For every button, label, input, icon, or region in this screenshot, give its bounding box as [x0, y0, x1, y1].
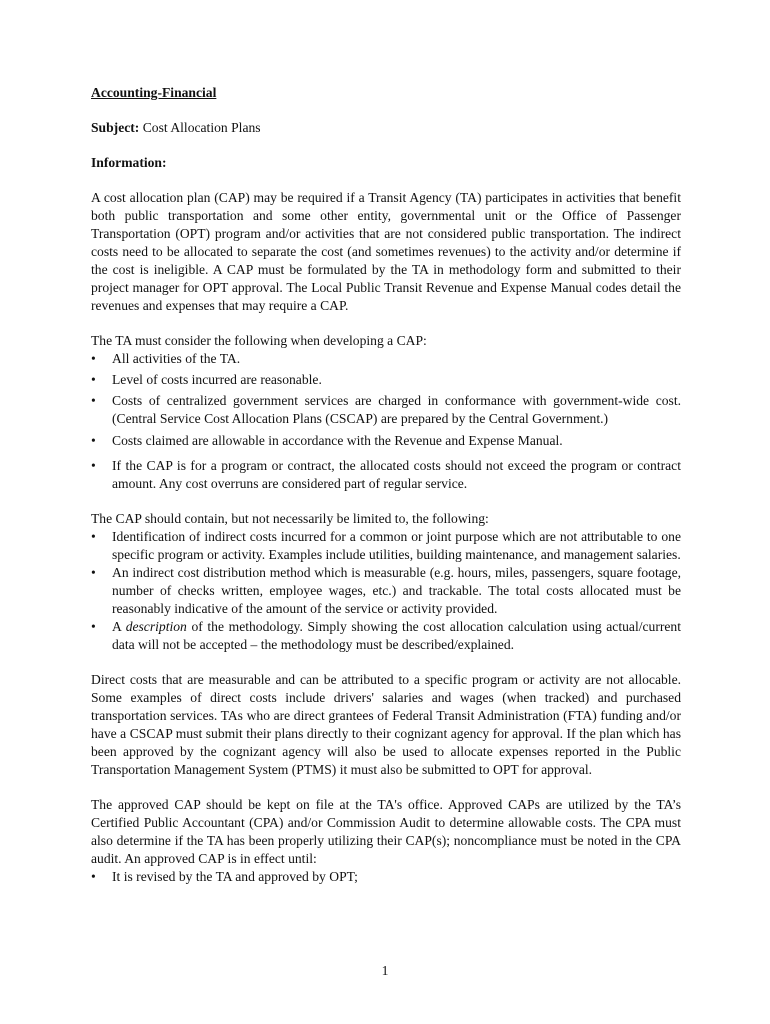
subject-value: Cost Allocation Plans	[139, 120, 261, 135]
list-item: • Level of costs incurred are reasonable.	[91, 372, 322, 387]
bullet-icon: •	[91, 619, 96, 634]
consider-list	[91, 350, 681, 493]
direct-costs-paragraph: Direct costs that are measurable and can be attributed to a specific program or activity are not allocable. Some examples of direct costs include drivers' salaries and wages (when tracked) and purchased transportation services. TAs who are direct grantees of Federal Transit Administration (FTA) funding and/or have a CSCAP must submit their plans directly to their cognizant agency for approval. If the plan which has been approved by the cognizant agency will also be used to allocate expenses reported in the Public Transportation Management System (PTMS) it must also be submitted to OPT for approval.	[91, 672, 681, 777]
subject-line	[91, 119, 681, 137]
list-item: • Costs of centralized government services are charged in conformance with government-wide cost. (Central Service Cost Allocation Plans (CSCAP) are prepared by the Central Government.)	[91, 393, 681, 426]
approved-cap-paragraph: The approved CAP should be kept on file at the TA's office. Approved CAPs are utilized by the TA’s Certified Public Accountant (CPA) and/or Commission Audit to determine allowable costs. The CPA must also determine if the TA has been properly utilizing their CAP(s); noncompliance must be noted in the CPA audit. An approved CAP is in effect until:	[91, 797, 681, 866]
consider-lead: The TA must consider the following when developing a CAP:	[91, 333, 427, 348]
bullet-icon: •	[91, 565, 96, 580]
subject-label: Subject:	[91, 120, 140, 135]
contain-lead: The CAP should contain, but not necessarily be limited to, the following:	[91, 511, 489, 526]
bullet-icon: •	[91, 372, 96, 387]
bullet-icon: •	[91, 869, 96, 884]
bullet-icon: •	[91, 433, 96, 448]
information-label: Information:	[91, 155, 167, 170]
contain-list	[91, 528, 681, 654]
intro-paragraph: A cost allocation plan (CAP) may be required if a Transit Agency (TA) participates in activities that benefit both public transportation and some other entity, governmental unit or the Office of Passenger Transportation (OPT) program and/or activities that are not considered public transportation. The indirect costs need to be allocated to separate the cost (and sometimes revenues) to the activity and/or determine if the cost is ineligible. A CAP must be formulated by the TA in methodology form and submitted to their project manager for OPT approval. The Local Public Transit Revenue and Expense Manual codes detail the revenues and expenses that may require a CAP.	[91, 190, 681, 313]
list-item: • Costs claimed are allowable in accordance with the Revenue and Expense Manual.	[91, 433, 563, 448]
page-number: 1	[381, 963, 389, 978]
section-heading: Accounting-Financial	[91, 85, 217, 100]
list-item: • An indirect cost distribution method which is measurable (e.g. hours, miles, passengers, square footage, number of checks written, employee wages, etc.) and trackable. The total costs allocated must be reasonably indicative of the amount of the service or activity provided.	[91, 565, 681, 616]
list-item: • If the CAP is for a program or contract, the allocated costs should not exceed the program or contract amount. Any cost overruns are considered part of regular service.	[91, 458, 681, 491]
list-item: • All activities of the TA.	[91, 351, 241, 366]
document-page	[91, 84, 681, 889]
bullet-icon: •	[91, 351, 96, 366]
bullet-icon: •	[91, 529, 96, 544]
bullet-icon: •	[91, 458, 96, 473]
until-list	[91, 868, 681, 886]
bullet-icon: •	[91, 393, 96, 408]
list-item: • A description of the methodology. Simply showing the cost allocation calculation using actual/current data will not be accepted – the methodology must be described/explained.	[91, 619, 681, 652]
list-item: • Identification of indirect costs incurred for a common or joint purpose which are not attributable to one specific program or activity. Examples include utilities, building maintenance, and management salaries.	[91, 529, 681, 562]
list-item: • It is revised by the TA and approved by OPT;	[91, 869, 358, 884]
emphasis-description: description	[125, 619, 187, 634]
